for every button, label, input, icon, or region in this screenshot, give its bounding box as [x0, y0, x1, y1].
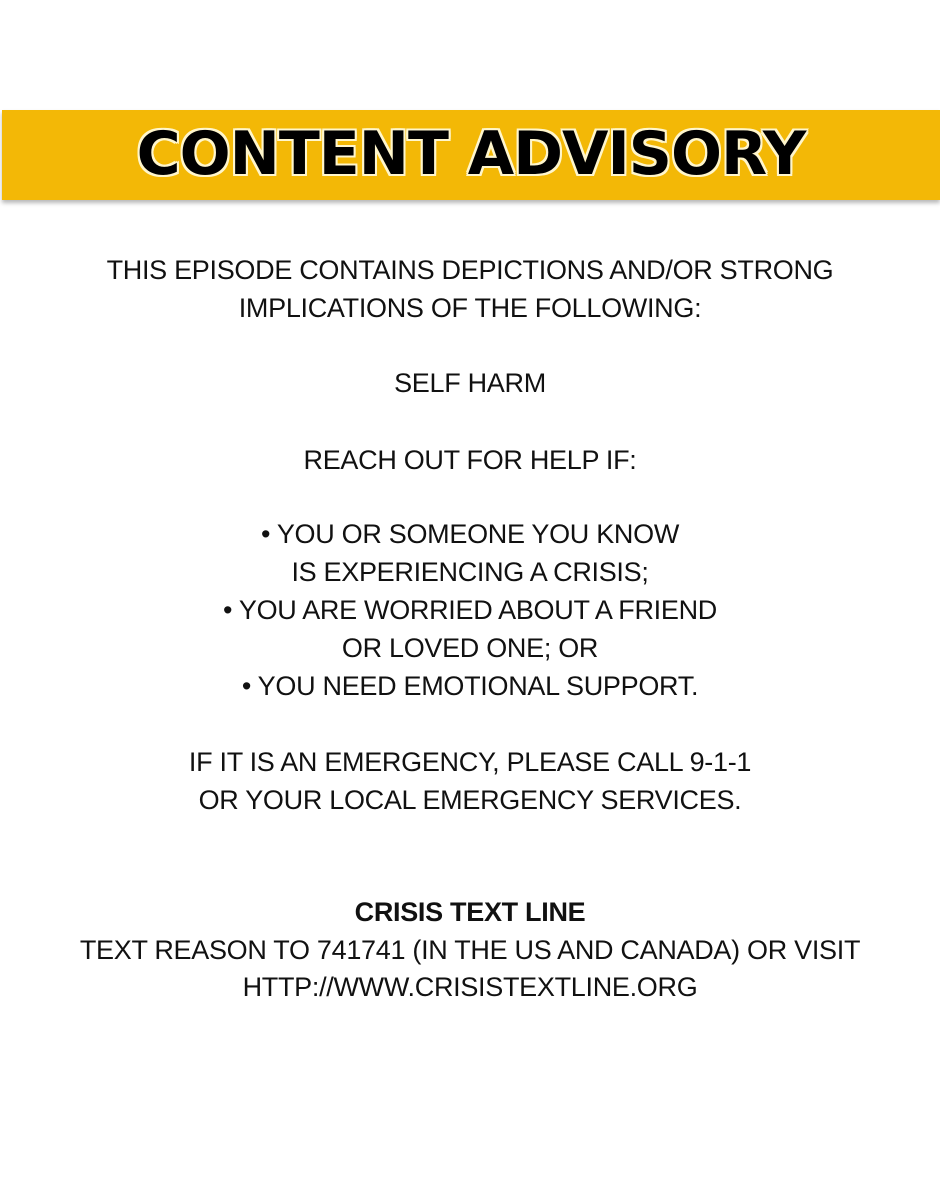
help-heading: REACH OUT FOR HELP IF: — [303, 445, 637, 475]
emergency-line-1: IF IT IS AN EMERGENCY, PLEASE CALL 9-1-1 — [188, 747, 752, 777]
topic-self-harm: SELF HARM — [394, 368, 546, 398]
help-bullet-1-line-2: IS EXPERIENCING A CRISIS; — [291, 557, 649, 587]
help-bullet-1-line-1: • YOU OR SOMEONE YOU KNOW — [260, 519, 679, 549]
intro-line-2: IMPLICATIONS OF THE FOLLOWING: — [238, 293, 702, 323]
help-bullet-3: • YOU NEED EMOTIONAL SUPPORT. — [241, 671, 699, 701]
emergency-line-2: OR YOUR LOCAL EMERGENCY SERVICES. — [198, 785, 742, 815]
crisis-text-line-instructions: TEXT REASON TO 741741 (IN THE US AND CANADA) OR VISIT — [79, 935, 861, 965]
crisis-text-line-title: CRISIS TEXT LINE — [354, 897, 586, 927]
intro-line-1: THIS EPISODE CONTAINS DEPICTIONS AND/OR STRONG — [106, 255, 834, 285]
advisory-title: CONTENT ADVISORY — [136, 119, 806, 189]
crisis-text-line-url[interactable]: HTTP://WWW.CRISISTEXTLINE.ORG — [242, 972, 698, 1002]
help-bullet-2-line-1: • YOU ARE WORRIED ABOUT A FRIEND — [223, 595, 717, 625]
help-bullet-2-line-2: OR LOVED ONE; OR — [341, 633, 599, 663]
advisory-banner — [2, 110, 940, 200]
